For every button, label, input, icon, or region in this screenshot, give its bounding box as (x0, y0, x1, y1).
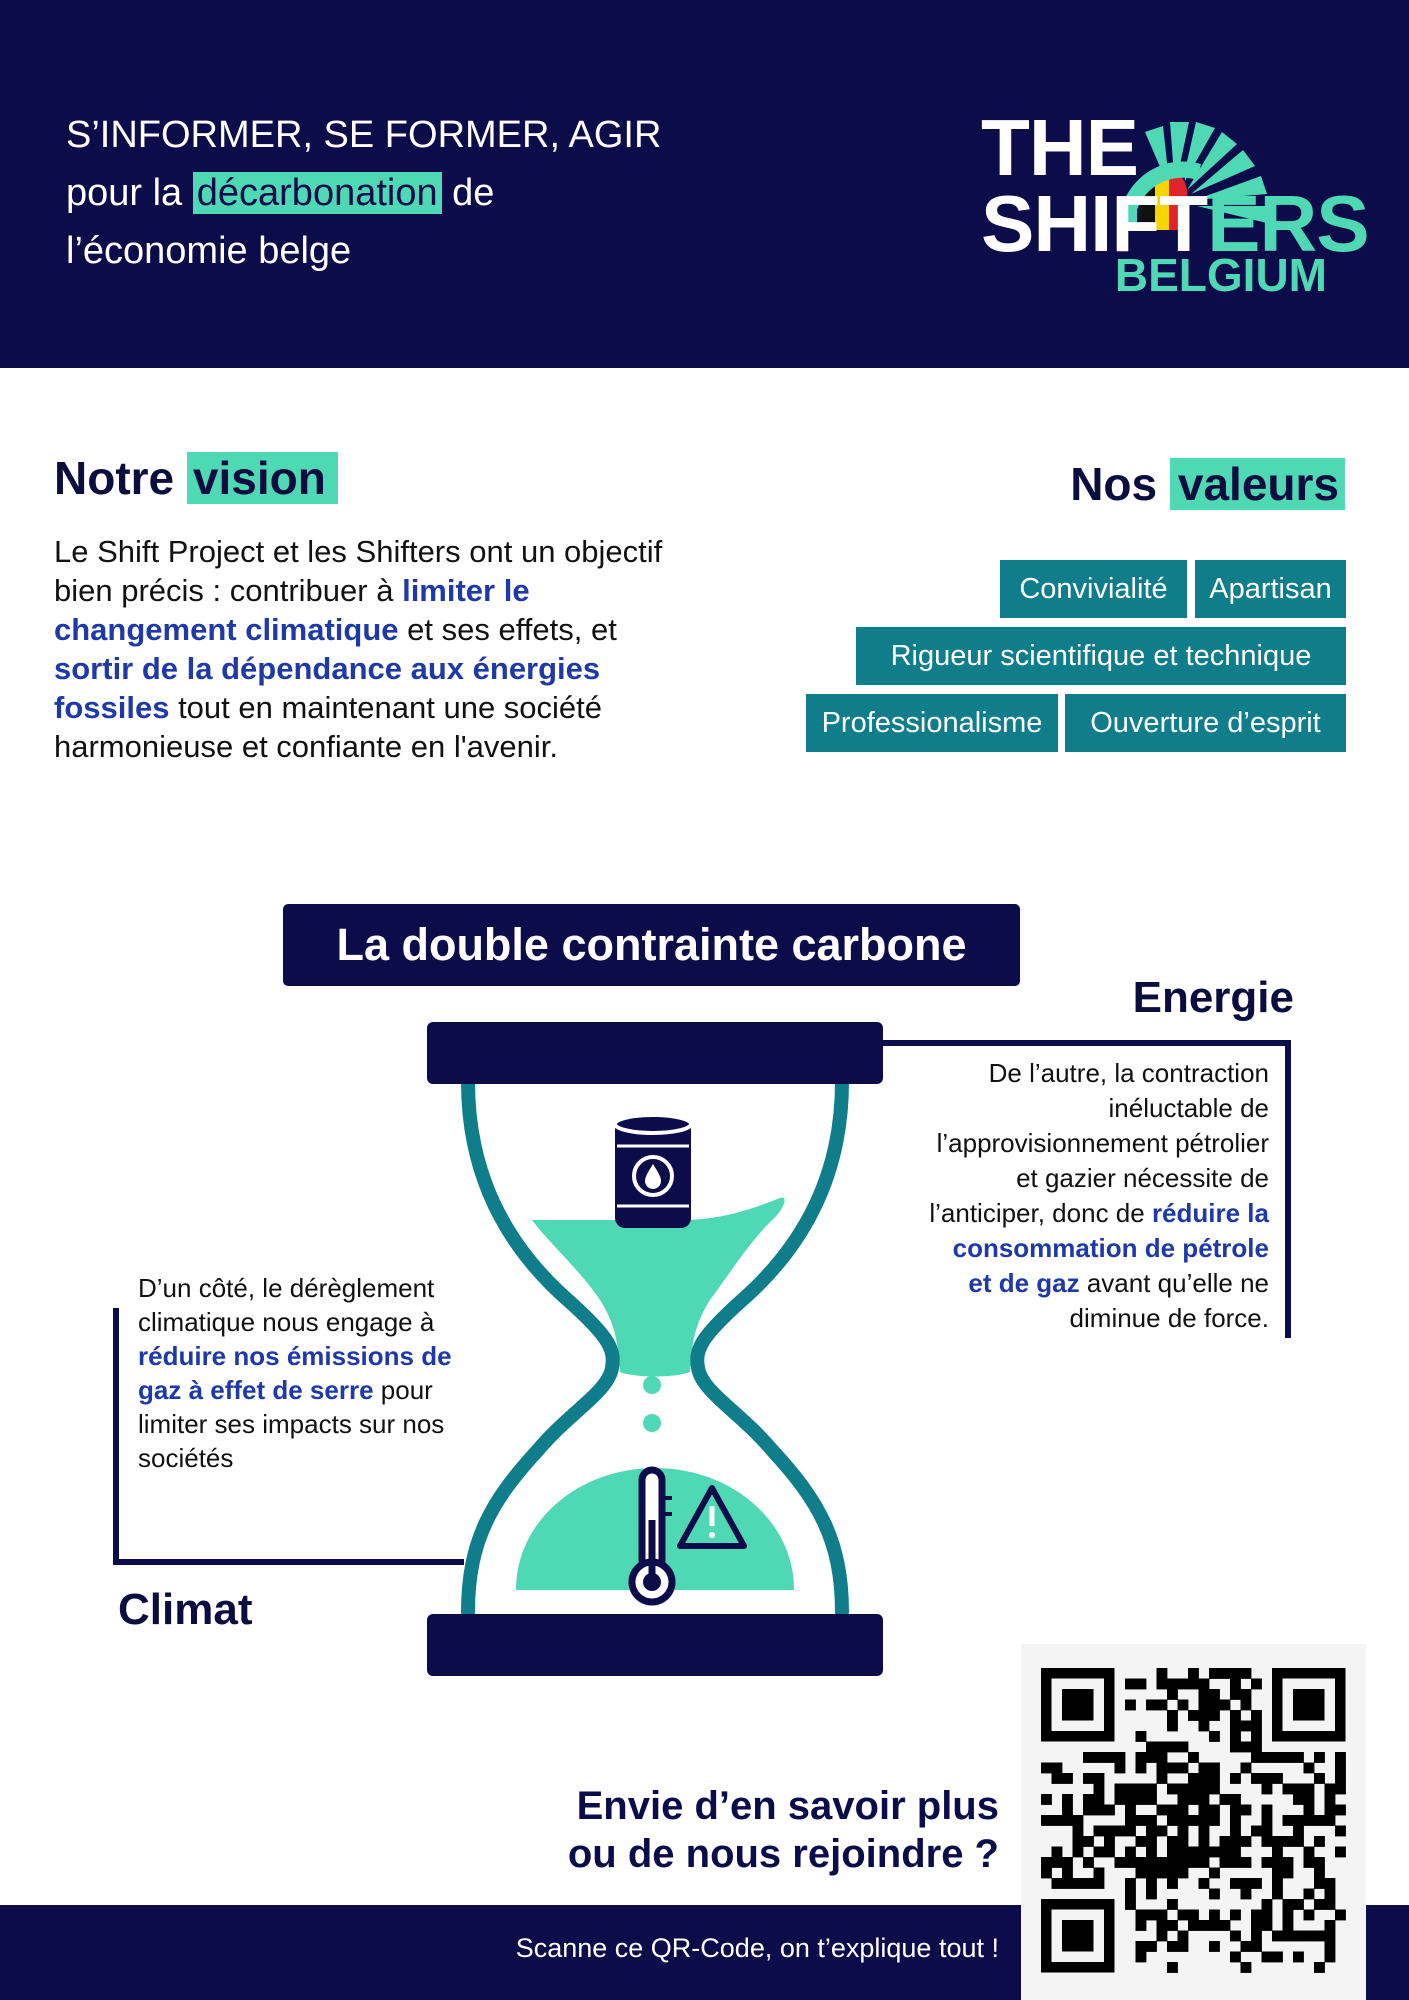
logo-belgium: BELGIUM (1114, 249, 1327, 301)
vision-emphasis: limiter le changement climatique (54, 573, 530, 647)
tagline-text: pour la (66, 172, 193, 214)
values-title (1070, 454, 1345, 514)
vision-title (54, 448, 338, 508)
shifters-belgium-logo (975, 60, 1369, 310)
tagline-line-3: l’économie belge (66, 230, 352, 272)
climat-text-part: pour limiter ses impacts sur nos sociétés (138, 1375, 445, 1473)
value-chip: Rigueur scientifique et technique (856, 627, 1346, 685)
vision-text-part: et ses effets, et (398, 612, 617, 647)
energie-text-part: De l’autre, la contraction inéluctable de l’approvisionnement pétrolier et gazier nécessite de l’anticiper, donc de (929, 1058, 1269, 1228)
tagline-highlight: décarbonation (193, 172, 442, 214)
value-chip: Apartisan (1195, 560, 1346, 618)
climat-text-part: D’un côté, le dérèglement climatique nous engage à (138, 1273, 435, 1337)
cta-line-1: Envie d’en savoir plus (576, 1784, 999, 1828)
value-chip: Convivialité (1000, 560, 1187, 618)
qr-code[interactable] (1021, 1644, 1366, 2000)
vision-title-text: Notre (54, 452, 187, 504)
double-constraint-title: La double contrainte carbone (283, 904, 1020, 986)
footer-text: Scanne ce QR-Code, on t’explique tout ! (515, 1933, 999, 1963)
energie-title: Energie (1132, 973, 1294, 1022)
vision-title-highlight: vision (187, 452, 338, 504)
sand-drop (643, 1376, 661, 1394)
tagline (66, 106, 661, 280)
value-chip: Ouverture d’esprit (1065, 694, 1346, 752)
tagline-line-1: S’INFORMER, SE FORMER, AGIR (66, 114, 662, 156)
energie-text-part: avant qu’elle ne diminue de force. (1069, 1268, 1269, 1333)
hourglass-bottom-plate (427, 1614, 883, 1676)
climat-text (138, 1271, 458, 1475)
tagline-text: de (441, 172, 495, 214)
value-chip: Professionalisme (806, 694, 1058, 752)
oil-barrel-icon (615, 1115, 691, 1228)
climat-title: Climat (118, 1585, 253, 1634)
tagline-line-2 (66, 164, 661, 222)
hourglass-illustration (420, 1020, 890, 1680)
vision-text-part: Le Shift Project et les Shifters ont un objectif bien précis : contribuer à (54, 534, 663, 608)
logo-shift: SHIFT (981, 179, 1208, 268)
logo-ers: ERS (1207, 179, 1369, 268)
values-title-highlight: valeurs (1170, 458, 1345, 510)
hourglass-top-plate (427, 1022, 883, 1084)
cta-line-2: ou de nous rejoindre ? (567, 1832, 999, 1876)
vision-text (54, 532, 694, 766)
qr-code-frame[interactable] (1021, 1644, 1366, 2000)
sand-drop (643, 1414, 661, 1432)
climat-emphasis: réduire nos émissions de gaz à effet de serre (138, 1341, 452, 1405)
logo-the: THE (981, 103, 1138, 192)
vision-emphasis: sortir de la dépendance aux énergies fossiles (54, 651, 601, 725)
energie-emphasis: réduire la consommation de pétrole et de gaz (952, 1198, 1269, 1298)
energie-text (929, 1056, 1269, 1336)
cta-text (568, 1782, 999, 1878)
values-title-text: Nos (1070, 458, 1170, 510)
vision-text-part: tout en maintenant une société harmonieuse et confiante en l'avenir. (54, 690, 603, 764)
